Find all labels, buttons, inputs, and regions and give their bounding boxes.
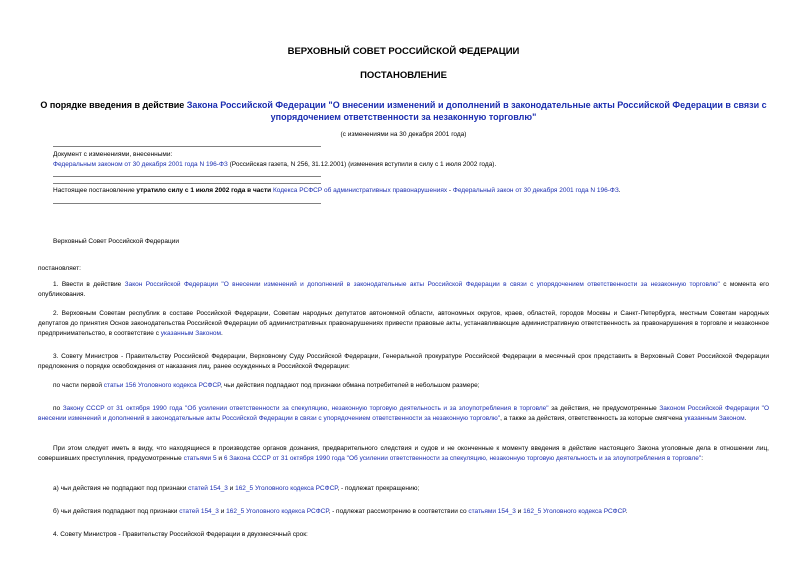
title-law-link[interactable]: Закона Российской Федерации "О внесении изменений и дополнений в законодательные акты Российской Федерации в связи с упорядочением ответственности за незаконную торговлю" xyxy=(186,100,767,122)
p6-post: : xyxy=(701,455,703,462)
document-type-heading: ПОСТАНОВЛЕНИЕ xyxy=(360,70,447,81)
article-154-3-link[interactable]: статей 154_3 xyxy=(188,485,228,492)
p5-mid2: , а также за действия, ответственность за которые смягчена xyxy=(500,415,685,422)
p1-law-link[interactable]: Закон Российской Федерации "О внесении изменений и дополнений в законодательные акты Российской Федерации в связи с упорядочением ответственности за незаконную торговлю" xyxy=(124,281,720,288)
ussr-law-link[interactable]: Закону СССР от 31 октября 1990 года "Об усилении ответственности за спекуляцию, незаконную торговую деятельность и за злоупотребления в торговле" xyxy=(62,405,549,412)
paragraph-a xyxy=(38,484,769,494)
body-org-line: Верховный Совет Российской Федерации xyxy=(53,238,179,245)
paragraph-2 xyxy=(38,309,769,339)
paragraph-3: 3. Совету Министров - Правительству Российской Федерации, Верховному Суду Российской Федерации, Генеральной прокуратуре Российской Федерации в месячный срок представить в Верховный Совет Российской Федерации предложения о порядке освобождения от наказания лиц, ранее осужденных в Российской Федерации: xyxy=(38,353,769,370)
amendments-label: Документ с изменениями, внесенными: xyxy=(53,151,173,158)
pb-pre: б) чьи действия подпадают под признаки xyxy=(53,508,180,515)
title-prefix: О порядке введения в действие xyxy=(40,100,187,110)
rf-law-link[interactable]: Законом Российской Федерации "О внесении изменений и дополнений в законодательные акты Российской Федерации в связи с упорядочением ответственности за незаконную торговлю" xyxy=(38,405,769,422)
paragraph-4: 4. Совету Министров - Правительству Российской Федерации в двухмесячный срок: xyxy=(53,531,308,538)
divider xyxy=(53,146,321,147)
amendments-box xyxy=(53,150,773,170)
article-154-3-link[interactable]: статей 154_3 xyxy=(179,508,219,515)
federal-law-link[interactable]: Федеральный закон от 30 декабря 2001 года N 196-ФЗ xyxy=(452,187,619,194)
pa-pre: а) чьи действия не подпадают под признаки xyxy=(53,485,189,492)
koap-link[interactable]: Кодекса РСФСР об административных правонарушениях xyxy=(271,187,448,194)
paragraph-note xyxy=(38,444,769,464)
expired-sep: - xyxy=(447,187,453,194)
ussr-law-article-6-link[interactable]: 6 Закона СССР от 31 октября 1990 года "Об усилении ответственности за спекуляцию, незаконную торговую деятельность и за злоупотребления в торговле" xyxy=(223,455,702,462)
expired-end: . xyxy=(618,187,621,194)
p1-pre: 1. Ввести в действие xyxy=(53,281,125,288)
p1-post: с момента его опубликования. xyxy=(38,281,769,298)
articles-5-link[interactable]: статьями 5 xyxy=(183,455,217,462)
pa-mid: и xyxy=(227,485,236,492)
paragraph-1 xyxy=(38,280,769,300)
amendments-line xyxy=(53,160,773,170)
pb-post: . xyxy=(625,508,628,515)
document-title xyxy=(40,99,767,123)
p5-post: . xyxy=(744,415,747,422)
amendment-law-link[interactable]: Федеральным законом от 30 декабря 2001 года N 196-ФЗ xyxy=(53,161,228,168)
p4-post: , чьи действия подпадают под признаки обмана потребителей в небольшом размере; xyxy=(220,382,480,389)
p6-pre: При этом следует иметь в виду, что находящиеся в производстве органов дознания, предварительного следствия и судов и не оконченные к моменту введения в действие настоящего Закона уголовные дела в отношении лиц, совершивших преступления, предусмотренные xyxy=(38,445,769,462)
article-162-5-link[interactable]: 162_5 Уголовного кодекса РСФСР xyxy=(235,485,338,492)
paragraph-3-a xyxy=(38,381,769,391)
article-156-link[interactable]: статьи 156 Уголовного кодекса РСФСР xyxy=(103,382,221,389)
p6-mid1: и xyxy=(216,455,224,462)
expired-pre: Настоящее постановление xyxy=(53,187,137,194)
issuer-heading: ВЕРХОВНЫЙ СОВЕТ РОССИЙСКОЙ ФЕДЕРАЦИИ xyxy=(287,46,520,57)
pb-mid3: и xyxy=(515,508,524,515)
article-162-5-link[interactable]: 162_5 Уголовного кодекса РСФСР xyxy=(523,508,626,515)
said-law-link[interactable]: указанным Законом xyxy=(684,415,745,422)
p5-pre: по xyxy=(53,405,63,412)
p5-mid1: за действия, не предусмотренные xyxy=(548,405,660,412)
body-decides: постановляет: xyxy=(38,265,81,272)
divider xyxy=(53,203,321,204)
p2-pre: 2. Верховным Советам республик в составе Российской Федерации, Советам народных депутатов автономной области, автономных округов, краев, областей, городов Москвы и Санкт-Петербурга, местным Советам народных депутатов до принятия Основ законодательства Российской Федерации об административных правонарушениях привести правовые акты, устанавливающие административную ответственность за правонарушения в торговле и незаконное предпринимательство, в соответствие с xyxy=(38,310,769,337)
pb-mid: и xyxy=(218,508,227,515)
p2-post: . xyxy=(221,330,223,337)
divider xyxy=(53,176,321,177)
paragraph-3-b xyxy=(38,404,769,424)
p4-pre: по части первой xyxy=(53,382,104,389)
pb-mid2: , - подлежат рассмотрению в соответствии со xyxy=(328,508,469,515)
article-162-5-link[interactable]: 162_5 Уголовного кодекса РСФСР xyxy=(226,508,329,515)
expired-bold: утратило силу с 1 июля 2002 года в части xyxy=(136,187,272,194)
expired-note xyxy=(53,186,773,196)
divider xyxy=(53,183,321,184)
p2-law-link[interactable]: указанным Законом xyxy=(160,330,222,337)
pa-post: , - подлежат прекращению; xyxy=(337,485,420,492)
changes-note: (с изменениями на 30 декабря 2001 года) xyxy=(340,131,467,138)
paragraph-b xyxy=(38,507,769,517)
articles-154-3-link[interactable]: статьями 154_3 xyxy=(468,508,516,515)
amendment-details: (Российская газета, N 256, 31.12.2001) (изменения вступили в силу с 1 июля 2002 года). xyxy=(227,161,497,168)
